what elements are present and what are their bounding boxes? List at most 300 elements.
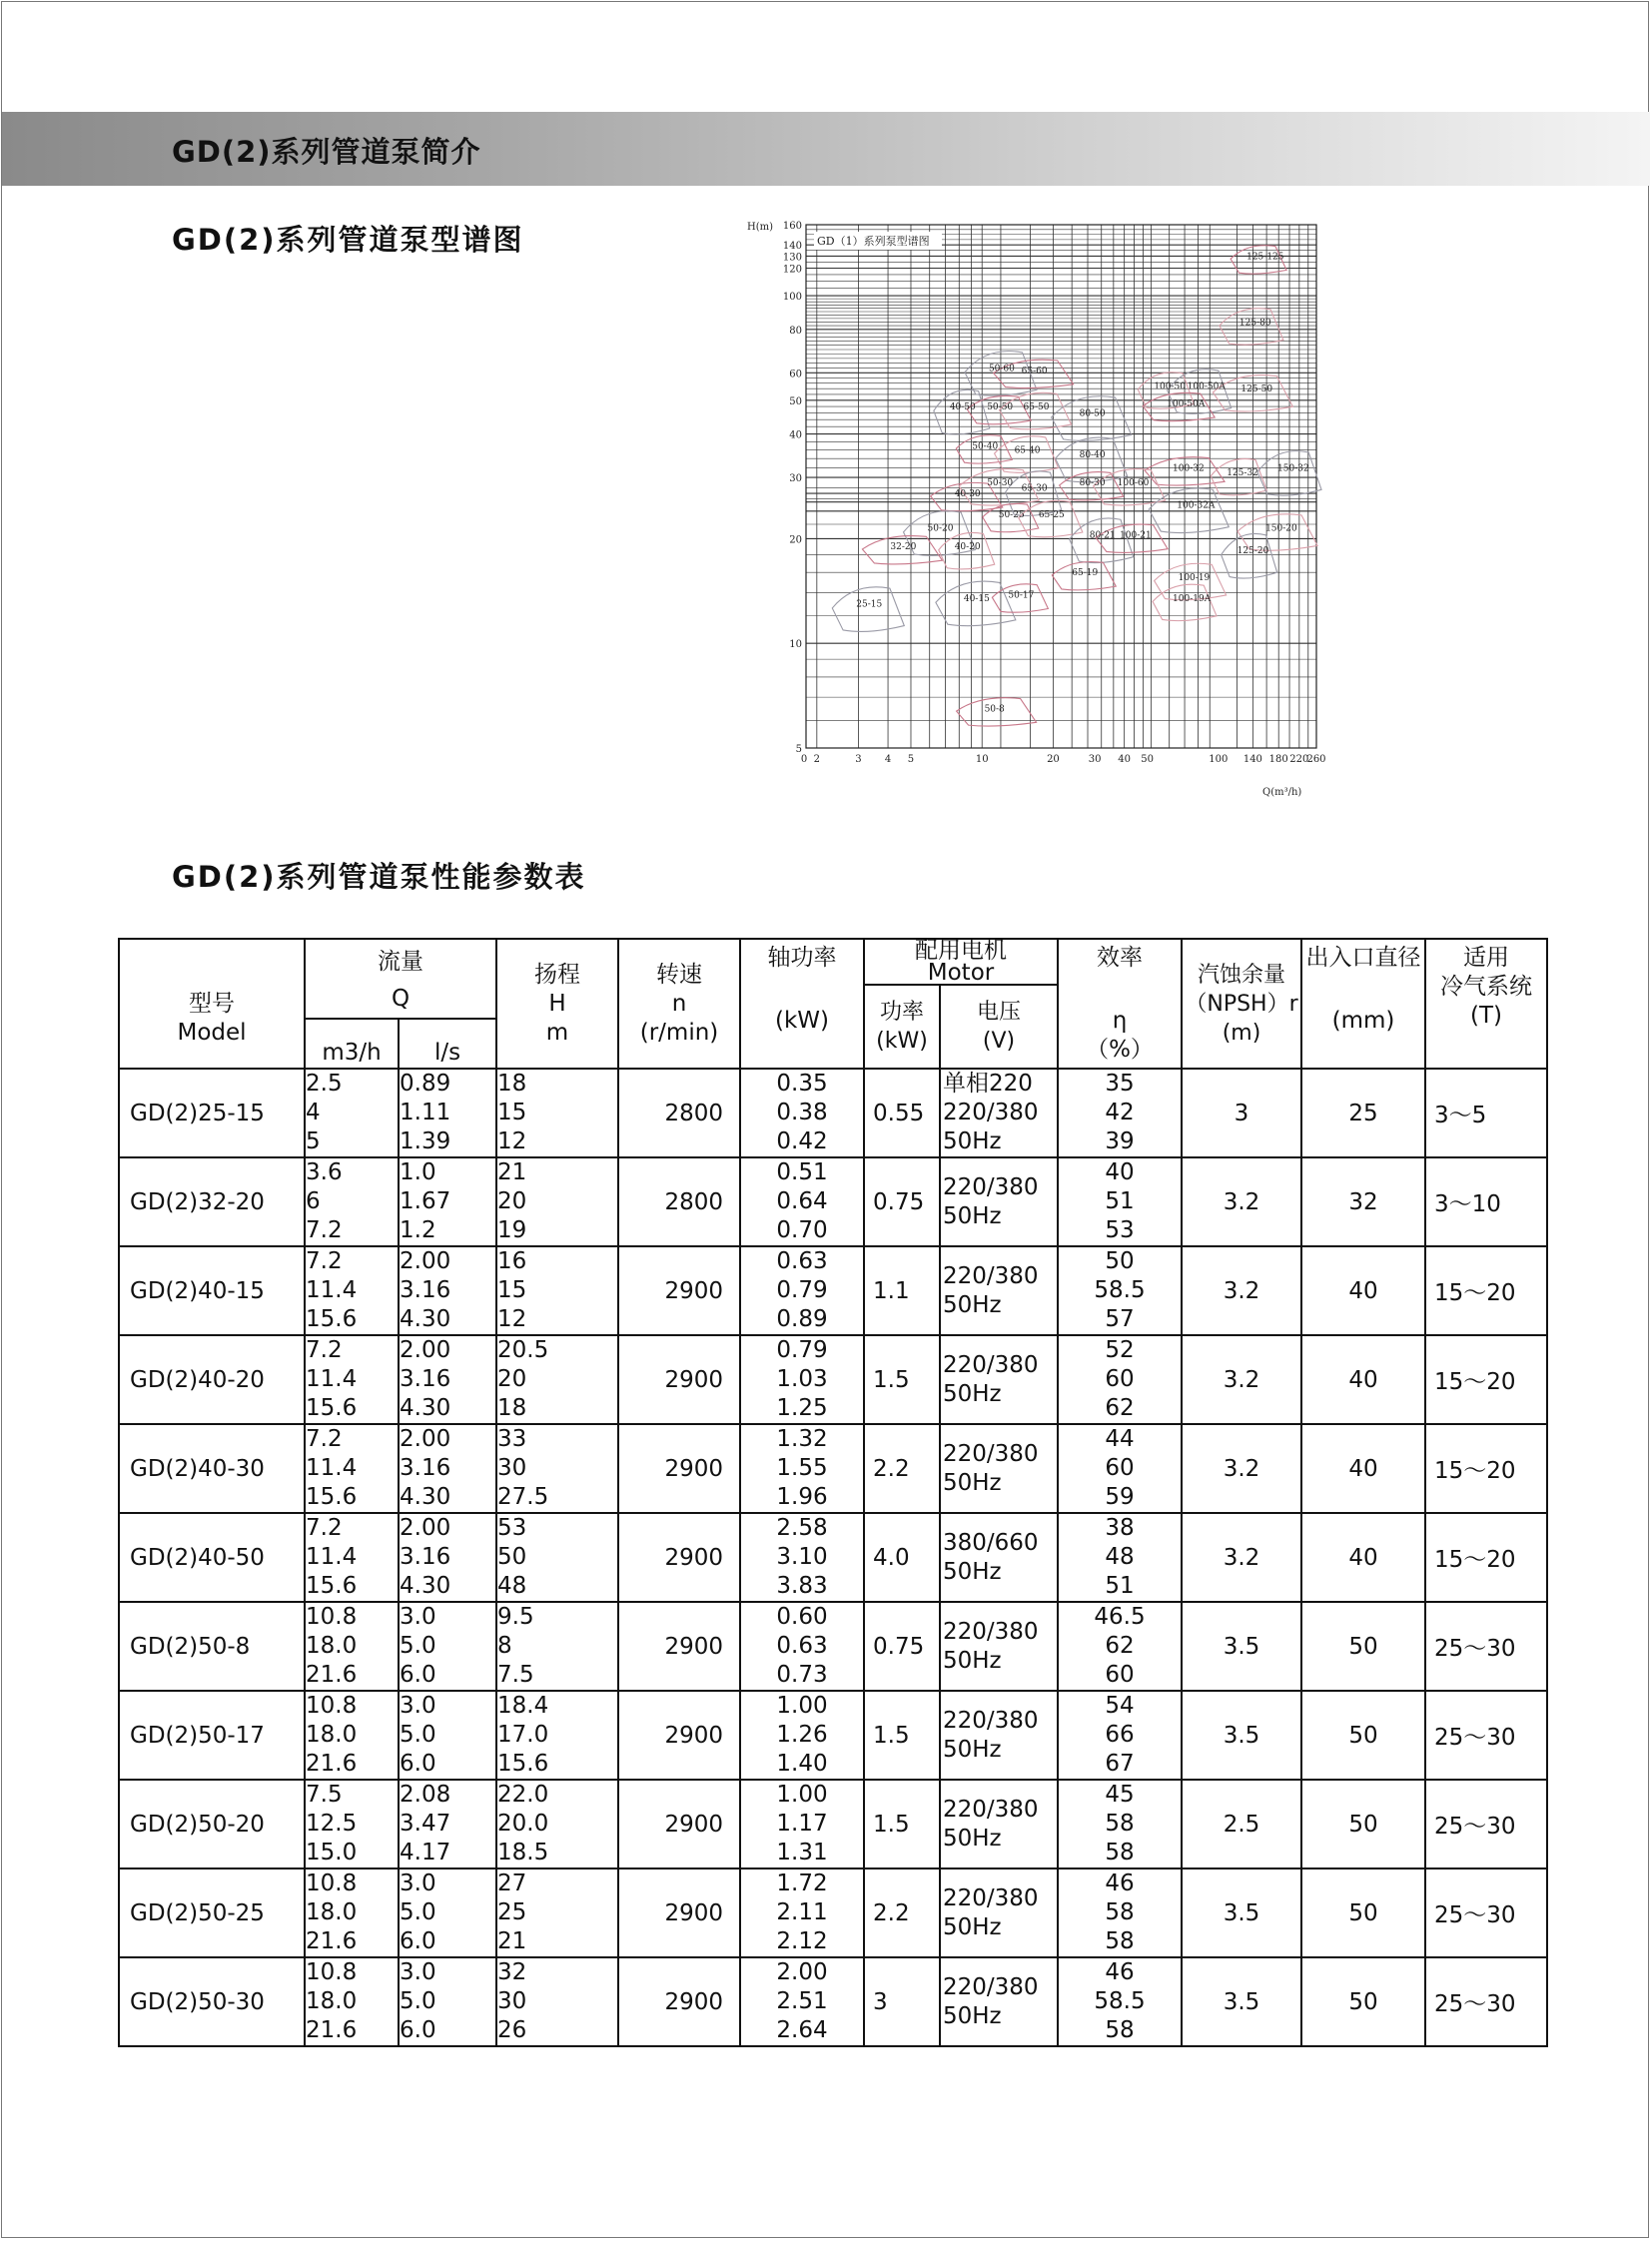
cell-motor-power: 0.75 — [864, 1602, 940, 1691]
cell-head-line: 27.5 — [497, 1484, 549, 1510]
region-label: 100-50 — [1154, 381, 1186, 392]
region-label: 65-25 — [1038, 510, 1065, 521]
cell-head-line: 9.5 — [497, 1604, 534, 1630]
cell-voltage-line: 50Hz — [943, 1647, 1002, 1674]
cell-efficiency-line: 46.5 — [1094, 1604, 1146, 1630]
cell-model: GD(2)50-8 — [119, 1602, 305, 1691]
y-tick-label: 20 — [789, 534, 802, 546]
cell-flow-ls — [399, 1335, 496, 1424]
cell-shaft-power-line: 1.32 — [776, 1426, 828, 1452]
header-shaft-cn: 轴功率 — [767, 945, 837, 971]
cell-efficiency — [1058, 1157, 1182, 1246]
x-tick-label: 140 — [1242, 754, 1262, 765]
cell-voltage-line: 380/660 — [943, 1529, 1039, 1556]
cell-voltage-line: 50Hz — [943, 1128, 1002, 1154]
region-label: 150-32 — [1277, 463, 1309, 474]
cell-efficiency-line: 53 — [1105, 1217, 1135, 1243]
cell-shaft-power-line: 0.89 — [776, 1306, 828, 1332]
cell-flow-m3h-line: 10.8 — [306, 1870, 358, 1896]
cell-head-line: 16 — [497, 1248, 527, 1274]
region-label: 80-40 — [1079, 449, 1106, 460]
cell-voltage — [940, 1868, 1058, 1957]
cell-flow-m3h-line: 6 — [306, 1188, 321, 1214]
cell-flow-m3h-line: 10.8 — [306, 1604, 358, 1630]
cell-flow-m3h-line: 7.2 — [306, 1426, 343, 1452]
cell-shaft-power — [740, 1780, 864, 1868]
header-dia-unit: (mm) — [1331, 1008, 1395, 1034]
cell-diameter: 32 — [1301, 1157, 1425, 1246]
cell-shaft-power-line: 2.58 — [776, 1515, 828, 1541]
table-row — [119, 1957, 1547, 2046]
table-row — [119, 1069, 1547, 1157]
cell-npsh: 3.2 — [1182, 1157, 1301, 1246]
header-head — [496, 939, 618, 1069]
cell-efficiency — [1058, 1335, 1182, 1424]
cell-flow-m3h-line: 10.8 — [306, 1959, 358, 1985]
cell-application: 25～30 — [1425, 1780, 1547, 1868]
cell-efficiency — [1058, 1691, 1182, 1780]
cell-voltage-line: 50Hz — [943, 1291, 1002, 1318]
cell-flow-m3h-line: 11.4 — [306, 1277, 358, 1303]
cell-head-line: 18 — [497, 1395, 527, 1421]
cell-flow-ls-line: 4.30 — [400, 1484, 451, 1510]
cell-head-line: 15 — [497, 1100, 527, 1125]
cell-efficiency-line: 60 — [1105, 1662, 1135, 1688]
cell-flow-ls-line: 1.11 — [400, 1100, 451, 1125]
cell-flow-m3h-line: 11.4 — [306, 1366, 358, 1392]
cell-head-line: 26 — [497, 2017, 527, 2043]
chart-title: GD（1）系列泵型谱图 — [817, 235, 930, 248]
cell-model: GD(2)50-30 — [119, 1957, 305, 2046]
header-shaft-unit: (kW) — [774, 1008, 829, 1034]
cell-speed: 2900 — [618, 1868, 740, 1957]
cell-motor-power: 0.75 — [864, 1157, 940, 1246]
cell-npsh: 2.5 — [1182, 1780, 1301, 1868]
cell-voltage-line: 220/380 — [943, 1351, 1039, 1378]
cell-head-line: 53 — [497, 1515, 527, 1541]
cell-efficiency-line: 42 — [1105, 1100, 1135, 1125]
cell-npsh: 3.2 — [1182, 1335, 1301, 1424]
cell-npsh: 3.5 — [1182, 1691, 1301, 1780]
x-tick-label: 40 — [1118, 754, 1132, 765]
cell-shaft-power-line: 1.17 — [776, 1811, 828, 1837]
cell-model: GD(2)50-17 — [119, 1691, 305, 1780]
cell-flow-ls — [399, 1780, 496, 1868]
cell-flow-m3h-line: 11.4 — [306, 1544, 358, 1570]
region-label: 25-15 — [856, 599, 883, 610]
cell-efficiency — [1058, 1602, 1182, 1691]
cell-head-line: 20.0 — [497, 1811, 549, 1837]
cell-efficiency-line: 62 — [1105, 1633, 1135, 1659]
cell-application: 15～20 — [1425, 1513, 1547, 1602]
cell-head-line: 48 — [497, 1573, 527, 1599]
cell-flow-ls — [399, 1424, 496, 1513]
table-row — [119, 1246, 1547, 1335]
y-tick-label: 10 — [789, 639, 802, 651]
cell-shaft-power — [740, 1335, 864, 1424]
cell-flow-m3h-line: 15.6 — [306, 1395, 358, 1421]
cell-shaft-power-line: 0.63 — [776, 1633, 828, 1659]
cell-efficiency-line: 62 — [1105, 1395, 1135, 1421]
cell-voltage — [940, 1069, 1058, 1157]
cell-shaft-power — [740, 1868, 864, 1957]
table-row — [119, 1780, 1547, 1868]
region-label: 40-30 — [954, 489, 981, 500]
region-label: 100-60 — [1117, 478, 1150, 489]
cell-flow-m3h — [305, 1069, 399, 1157]
region-label: 125-50 — [1240, 384, 1273, 395]
cell-flow-ls-line: 3.47 — [400, 1811, 451, 1837]
header-motor-power — [864, 985, 940, 1069]
table-row — [119, 1157, 1547, 1246]
cell-model: GD(2)40-50 — [119, 1513, 305, 1602]
cell-motor-power: 0.55 — [864, 1069, 940, 1157]
cell-flow-m3h — [305, 1602, 399, 1691]
cell-head-line: 30 — [497, 1455, 527, 1481]
x-tick-label: 20 — [1047, 754, 1060, 765]
cell-speed: 2900 — [618, 1424, 740, 1513]
cell-npsh: 3.2 — [1182, 1424, 1301, 1513]
chart-grid — [806, 225, 1316, 748]
cell-efficiency-line: 66 — [1105, 1722, 1135, 1748]
cell-shaft-power-line: 0.63 — [776, 1248, 828, 1274]
cell-shaft-power-line: 0.64 — [776, 1188, 828, 1214]
cell-application: 15～20 — [1425, 1424, 1547, 1513]
cell-shaft-power-line: 1.00 — [776, 1782, 828, 1808]
cell-efficiency-line: 58 — [1105, 1899, 1135, 1925]
region-label: 100-50A — [1187, 381, 1226, 392]
region-label: 50-25 — [998, 510, 1025, 521]
header-app-cn2: 冷气系统 — [1440, 974, 1532, 1000]
cell-flow-ls — [399, 1157, 496, 1246]
cell-efficiency — [1058, 1957, 1182, 2046]
x-tick-label: 180 — [1268, 754, 1288, 765]
cell-voltage-line: 50Hz — [943, 1202, 1002, 1229]
cell-motor-power: 1.5 — [864, 1691, 940, 1780]
cell-head-line: 18 — [497, 1071, 527, 1097]
cell-efficiency-line: 50 — [1105, 1248, 1135, 1274]
region-label: 100-50A — [1167, 398, 1206, 409]
cell-voltage-line: 50Hz — [943, 1825, 1002, 1852]
cell-flow-m3h-line: 15.6 — [306, 1573, 358, 1599]
cell-flow-m3h-line: 2.5 — [306, 1071, 343, 1097]
x-tick-label: 30 — [1088, 754, 1102, 765]
cell-flow-ls-line: 3.16 — [400, 1277, 451, 1303]
cell-shaft-power-line: 1.55 — [776, 1455, 828, 1481]
header-motor — [864, 939, 1058, 985]
cell-flow-ls-line: 4.17 — [400, 1840, 451, 1866]
cell-shaft-power-line: 0.51 — [776, 1159, 828, 1185]
cell-voltage — [940, 1780, 1058, 1868]
header-flow — [305, 939, 496, 985]
cell-efficiency-line: 57 — [1105, 1306, 1135, 1332]
cell-head — [496, 1868, 618, 1957]
cell-head-line: 21 — [497, 1159, 527, 1185]
cell-motor-power: 4.0 — [864, 1513, 940, 1602]
cell-speed: 2800 — [618, 1069, 740, 1157]
cell-head-line: 18.5 — [497, 1840, 549, 1866]
cell-shaft-power-line: 1.25 — [776, 1395, 828, 1421]
cell-motor-power: 1.5 — [864, 1780, 940, 1868]
table-row — [119, 1424, 1547, 1513]
cell-npsh: 3.5 — [1182, 1868, 1301, 1957]
cell-shaft-power-line: 2.11 — [776, 1899, 828, 1925]
header-app-unit: (T) — [1470, 1003, 1502, 1029]
cell-flow-m3h-line: 21.6 — [306, 1928, 358, 1954]
y-tick-label: 40 — [789, 429, 802, 441]
cell-flow-ls-line: 6.0 — [400, 1751, 436, 1777]
cell-efficiency — [1058, 1780, 1182, 1868]
header-npsh-cn: 汽蚀余量 — [1197, 962, 1285, 988]
region-label: 150-20 — [1265, 523, 1297, 534]
header-eff-cn: 效率 — [1097, 945, 1143, 971]
cell-head-line: 50 — [497, 1544, 527, 1570]
cell-efficiency — [1058, 1868, 1182, 1957]
chart-region-labels — [856, 252, 1308, 714]
cell-application: 25～30 — [1425, 1957, 1547, 2046]
cell-efficiency-line: 58 — [1105, 1928, 1135, 1954]
cell-flow-ls-line: 1.67 — [400, 1188, 451, 1214]
cell-voltage — [940, 1246, 1058, 1335]
x-tick-label: 260 — [1306, 754, 1326, 765]
cell-shaft-power-line: 0.38 — [776, 1100, 828, 1125]
cell-voltage — [940, 1691, 1058, 1780]
region-label: 50-60 — [988, 364, 1015, 374]
y-tick-label: 5 — [795, 744, 802, 755]
cell-flow-m3h — [305, 1157, 399, 1246]
header-motor-en: Motor — [927, 960, 995, 986]
cell-flow-m3h-line: 18.0 — [306, 1899, 358, 1925]
cell-flow-m3h-line: 18.0 — [306, 1988, 358, 2014]
cell-flow-ls-line: 3.0 — [400, 1870, 436, 1896]
cell-voltage-line: 50Hz — [943, 1469, 1002, 1496]
cell-flow-ls-line: 3.0 — [400, 1604, 436, 1630]
cell-voltage — [940, 1513, 1058, 1602]
cell-flow-ls-line: 1.39 — [400, 1128, 451, 1154]
table-row — [119, 1513, 1547, 1602]
header-npsh-sym: （NPSH）r — [1185, 991, 1298, 1017]
cell-flow-m3h — [305, 1957, 399, 2046]
x-tick-label: 4 — [884, 754, 892, 765]
cell-flow-m3h-line: 15.6 — [306, 1484, 358, 1510]
cell-flow-ls-line: 1.0 — [400, 1159, 436, 1185]
banner-title: GD(2)系列管道泵简介 — [172, 135, 481, 169]
cell-head — [496, 1780, 618, 1868]
x-tick-label: 100 — [1209, 754, 1229, 765]
cell-voltage-line: 220/380 — [943, 1707, 1039, 1734]
header-flow-sym-cell — [305, 985, 496, 1019]
table-row — [119, 1691, 1547, 1780]
header-model-en: Model — [119, 1019, 305, 1069]
cell-flow-m3h-line: 7.2 — [306, 1217, 343, 1243]
cell-npsh: 3 — [1182, 1069, 1301, 1157]
cell-voltage — [940, 1602, 1058, 1691]
cell-flow-m3h — [305, 1691, 399, 1780]
cell-flow-m3h-line: 7.2 — [306, 1248, 343, 1274]
cell-head-line: 15 — [497, 1277, 527, 1303]
cell-voltage — [940, 1424, 1058, 1513]
cell-flow-ls — [399, 1069, 496, 1157]
cell-head — [496, 1335, 618, 1424]
cell-voltage-line: 220/380 — [943, 1262, 1039, 1289]
cell-shaft-power — [740, 1069, 864, 1157]
x-tick-label: 5 — [907, 754, 915, 765]
cell-flow-m3h-line: 7.5 — [306, 1782, 343, 1808]
region-label: 100-32A — [1177, 500, 1216, 511]
cell-speed: 2800 — [618, 1157, 740, 1246]
cell-motor-power: 1.5 — [864, 1335, 940, 1424]
cell-head — [496, 1957, 618, 2046]
y-tick-label: 100 — [782, 292, 802, 304]
cell-speed: 2900 — [618, 1780, 740, 1868]
cell-head-line: 33 — [497, 1426, 527, 1452]
cell-model: GD(2)40-30 — [119, 1424, 305, 1513]
region-label: 50-17 — [1008, 590, 1035, 601]
header-speed-sym: n — [671, 990, 687, 1017]
cell-shaft-power-line: 0.73 — [776, 1662, 828, 1688]
x-tick-label: 220 — [1289, 754, 1309, 765]
cell-speed: 2900 — [618, 1513, 740, 1602]
x-tick-label: 50 — [1141, 754, 1154, 765]
cell-head-line: 32 — [497, 1959, 527, 1985]
x-tick-label: 10 — [975, 754, 989, 765]
cell-efficiency-line: 60 — [1105, 1455, 1135, 1481]
header-npsh-unit: (m) — [1222, 1020, 1261, 1046]
header-diameter — [1301, 939, 1425, 1069]
region-label: 100-19 — [1178, 572, 1211, 583]
cell-shaft-power — [740, 1691, 864, 1780]
header-speed — [618, 939, 740, 1069]
cell-voltage — [940, 1957, 1058, 2046]
cell-motor-power: 3 — [864, 1957, 940, 2046]
cell-head — [496, 1691, 618, 1780]
cell-diameter: 50 — [1301, 1957, 1425, 2046]
cell-application: 25～30 — [1425, 1868, 1547, 1957]
header-eff-unit: （%） — [1086, 1037, 1154, 1063]
header-flow-unit-ls: l/s — [399, 1019, 496, 1069]
x-tick-label: 3 — [855, 754, 862, 765]
header-app-cn1: 适用 — [1463, 945, 1509, 971]
cell-flow-ls-line: 3.16 — [400, 1544, 451, 1570]
cell-flow-ls-line: 5.0 — [400, 1633, 436, 1659]
cell-diameter: 50 — [1301, 1780, 1425, 1868]
header-flow-sym: Q — [391, 986, 411, 1012]
cell-head-line: 15.6 — [497, 1751, 549, 1777]
cell-flow-ls — [399, 1691, 496, 1780]
cell-voltage-line: 50Hz — [943, 1736, 1002, 1763]
header-head-sym: H — [548, 990, 566, 1017]
region-label: 125-20 — [1237, 546, 1269, 557]
y-tick-label: 60 — [789, 369, 802, 380]
region-label: 50-40 — [972, 441, 999, 452]
header-dia-cn: 出入口直径 — [1305, 945, 1421, 971]
cell-voltage-line: 220/380 — [943, 1796, 1039, 1823]
region-label: 65-30 — [1021, 483, 1048, 494]
cell-flow-m3h — [305, 1246, 399, 1335]
cell-application: 25～30 — [1425, 1602, 1547, 1691]
cell-head-line: 8 — [497, 1633, 512, 1659]
performance-table-body — [119, 1069, 1547, 2046]
cell-efficiency — [1058, 1246, 1182, 1335]
cell-shaft-power-line: 0.79 — [776, 1277, 828, 1303]
cell-flow-m3h — [305, 1335, 399, 1424]
cell-flow-m3h — [305, 1424, 399, 1513]
region-label: 125-80 — [1239, 318, 1271, 329]
header-application — [1425, 939, 1547, 1069]
cell-speed: 2900 — [618, 1246, 740, 1335]
cell-diameter: 40 — [1301, 1513, 1425, 1602]
cell-motor-power: 2.2 — [864, 1868, 940, 1957]
region-label: 100-19A — [1173, 593, 1212, 604]
cell-voltage-line: 220/380 — [943, 1973, 1039, 2000]
cell-flow-ls-line: 3.0 — [400, 1959, 436, 1985]
cell-shaft-power-line: 1.31 — [776, 1840, 828, 1866]
cell-shaft-power-line: 0.60 — [776, 1604, 828, 1630]
pump-type-spectrum-chart — [743, 216, 1330, 801]
region-label: 80-50 — [1079, 408, 1106, 419]
cell-head-line: 20.5 — [497, 1337, 549, 1363]
cell-voltage-line: 220/380 — [943, 1440, 1039, 1467]
y-tick-label: 130 — [782, 252, 802, 264]
plot-frame — [806, 225, 1316, 748]
cell-flow-ls-line: 6.0 — [400, 2017, 436, 2043]
cell-head-line: 7.5 — [497, 1662, 534, 1688]
cell-npsh: 3.5 — [1182, 1957, 1301, 2046]
cell-efficiency-line: 39 — [1105, 1128, 1135, 1154]
cell-voltage — [940, 1157, 1058, 1246]
cell-voltage — [940, 1335, 1058, 1424]
cell-model: GD(2)32-20 — [119, 1157, 305, 1246]
cell-flow-m3h-line: 15.0 — [306, 1840, 358, 1866]
cell-flow-ls-line: 1.2 — [400, 1217, 436, 1243]
cell-flow-m3h-line: 18.0 — [306, 1722, 358, 1748]
cell-flow-ls-line: 4.30 — [400, 1306, 451, 1332]
cell-flow-m3h-line: 21.6 — [306, 2017, 358, 2043]
cell-efficiency-line: 58 — [1105, 1840, 1135, 1866]
region-label: 40-20 — [954, 542, 981, 553]
cell-voltage-line: 50Hz — [943, 1558, 1002, 1585]
y-tick-label: 120 — [782, 264, 802, 276]
region-label: 50-20 — [927, 523, 954, 534]
cell-head-line: 22.0 — [497, 1782, 549, 1808]
cell-flow-ls-line: 2.08 — [400, 1782, 451, 1808]
region-label: 65-19 — [1072, 568, 1099, 579]
cell-flow-m3h — [305, 1780, 399, 1868]
cell-head-line: 12 — [497, 1128, 527, 1154]
cell-efficiency — [1058, 1069, 1182, 1157]
cell-speed: 2900 — [618, 1335, 740, 1424]
x-tick-label: 0 — [800, 754, 808, 765]
region-label: 50-8 — [984, 704, 1005, 715]
cell-diameter: 50 — [1301, 1691, 1425, 1780]
cell-flow-m3h-line: 4 — [306, 1100, 321, 1125]
y-axis-label: H(m) — [747, 222, 774, 233]
region-label: 80-21 — [1089, 530, 1116, 541]
cell-npsh: 3.2 — [1182, 1513, 1301, 1602]
cell-voltage-line: 50Hz — [943, 2002, 1002, 2029]
cell-model: GD(2)40-15 — [119, 1246, 305, 1335]
cell-speed: 2900 — [618, 1957, 740, 2046]
header-motor-cn: 配用电机 — [915, 938, 1007, 964]
cell-model: GD(2)40-20 — [119, 1335, 305, 1424]
cell-efficiency-line: 58 — [1105, 2017, 1135, 2043]
cell-flow-ls-line: 2.00 — [400, 1515, 451, 1541]
region-label: 65-40 — [1014, 445, 1041, 456]
cell-flow-ls-line: 5.0 — [400, 1722, 436, 1748]
cell-efficiency-line: 59 — [1105, 1484, 1135, 1510]
cell-npsh: 3.2 — [1182, 1246, 1301, 1335]
cell-head-line: 20 — [497, 1366, 527, 1392]
